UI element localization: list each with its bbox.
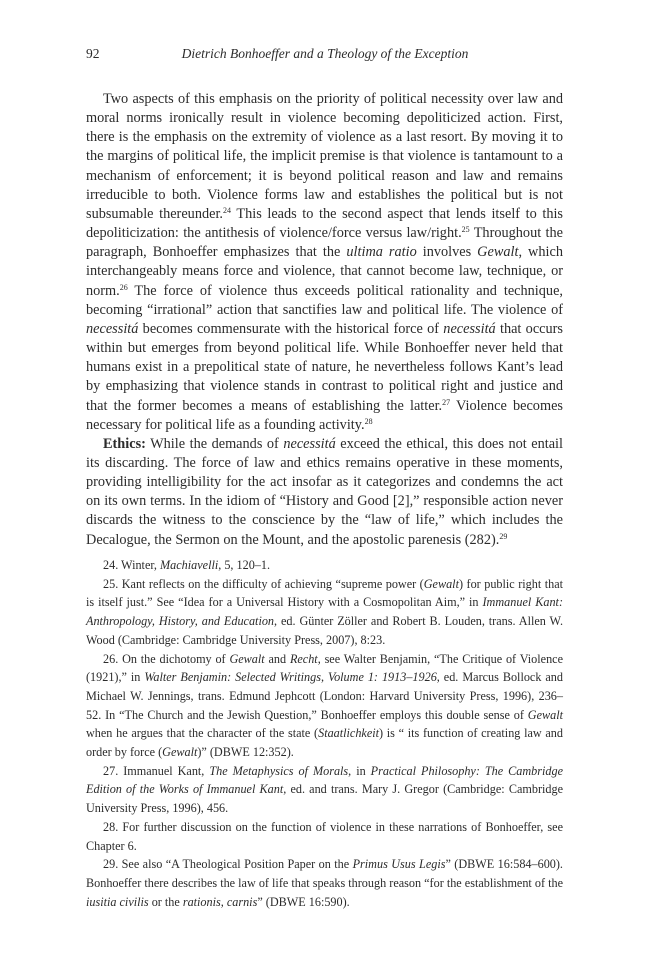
footnote-ref-27[interactable]: 27	[442, 397, 451, 407]
run-in-heading: Ethics:	[103, 435, 146, 452]
footnote-25: 25. Kant reflects on the difficulty of achieving “supreme power (Gewalt) for public right that is itself just.” See “Idea for a Universal History with a Cosmopolitan Aim,” in Immanuel Kant: Anthropology, History, and Education, ed. Günter Zöller and Robert B. Louden, trans. Allen W. Wood (Cambridge: Cambridge University Press, 2007), 8:23.	[86, 576, 563, 647]
footnote-ref-26[interactable]: 26	[119, 282, 128, 292]
footnote-26: 26. On the dichotomy of Gewalt and Recht, see Walter Benjamin, “The Critique of Violence (1921),” in Walter Benjamin: Selected Writings, Volume 1: 1913–1926, ed. Marcus Bollock and Michael W. Jennings, trans. Edmund Jephcott (London: Harvard University Press, 1996), 236–52. In “The Church and the Jewish Question,” Bonhoeffer employs this double sense of Gewalt when he argues that the character of the state (Staatlichkeit) is “ its function of creating law and order by force (Gewalt)” (DBWE 12:352).	[86, 651, 563, 760]
footnote-ref-25[interactable]: 25	[461, 225, 470, 235]
main-text	[86, 90, 563, 550]
footnotes	[86, 556, 563, 911]
footnote-ref-28[interactable]: 28	[364, 416, 373, 426]
body-paragraph: Ethics: While the demands of necessitá exceed the ethical, this does not entail its discarding. The force of law and ethics remains operative in these moments, providing intelligibility for the act insofar as it categorizes and condemns the act on its own terms. In the idiom of “History and Good [2],” responsible action never discards the witness to the conscience by the “law of life,” which includes the Decalogue, the Sermon on the Mount, and the apostolic parenesis (282).$^{29}$	[86, 435, 563, 548]
running-head: Dietrich Bonhoeffer and a Theology of the Exception	[181, 46, 469, 61]
page-header	[86, 46, 564, 66]
footnote-ref-29[interactable]: 29	[499, 531, 508, 541]
footnote-28: 28. For further discussion on the function of violence in these narrations of Bonhoeffer, see Chapter 6.	[86, 819, 563, 853]
page-number: 92	[86, 46, 100, 61]
footnote-27: 27. Immanuel Kant, The Metaphysics of Morals, in Practical Philosophy: The Cambridge Edition of the Works of Immanuel Kant, ed. and trans. Mary J. Gregor (Cambridge: Cambridge University Press, 1996), 456.	[86, 763, 563, 816]
footnote-29: 29. See also “A Theological Position Paper on the Primus Usus Legis” (DBWE 16:584–600). Bonhoeffer there describes the law of life that speaks through reason “for the establishment of the iusitia civilis or the rationis, carnis” (DBWE 16:590).	[86, 857, 563, 909]
footnote-24: 24. Winter, Machiavelli, 5, 120–1.	[103, 558, 271, 572]
footnote-ref-24[interactable]: 24	[223, 205, 232, 215]
body-paragraph: Two aspects of this emphasis on the priority of political necessity over law and moral norms ironically result in violence becoming depoliticized action. First, there is the emphasis on the extremity of violence as a last resort. By moving it to the margins of political life, the implicit premise is that violence is tantamount to a mechanism of enforcement; it is beyond political reason and law and remains irreducible to both. Violence forms law and establishes the political but is not subsumable thereunder.$^{24}$ This leads to the second aspect that lends itself to this depoliticization: the antithesis of violence/force versus law/right.$^{25}$ Throughout the paragraph, Bonhoeffer emphasizes that the ultima ratio involves Gewalt, which interchangeably means force and violence, that cannot become law, technique, or norm.$^{26}$ The force of violence thus exceeds political rationality and technique, becoming “irrational” action that sanctifies law and political life. The violence of necessitá becomes commensurate with the historical force of necessitá that occurs within but emerges from beyond political life. While Bonhoeffer never held that humans exist in a prepolitical state of nature, he nevertheless follows Kant’s lead by emphasizing that violence stands in contrast to political right and justice and that the former becomes a means of establishing the latter.$^{27}$ Violence becomes necessary for political life as a founding activity.$^{28}$	[86, 91, 563, 433]
